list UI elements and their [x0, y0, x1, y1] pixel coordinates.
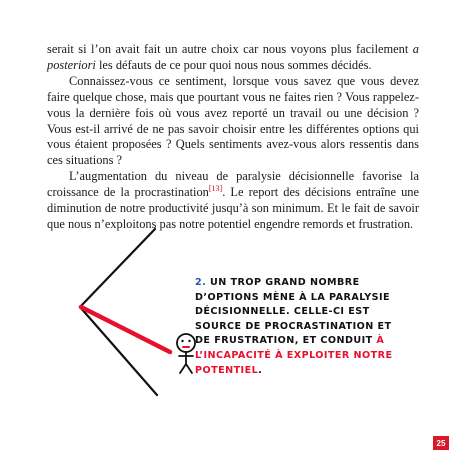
- paragraph-3: L’augmentation du niveau de paralysie décisionnelle favorise la croissance de la procrastination[13]. Le report des décisions entraîne une diminution de notre productivité jusqu’à son minimum. Et le fait de savoir que nous n’exploitons pas notre potentiel engendre remords et frustration.: [47, 169, 419, 231]
- red-path-line: [81, 307, 170, 352]
- reference-link[interactable]: [13]: [208, 184, 223, 194]
- caption-highlight: À L’INCAPACITÉ À EXPLOITER NOTRE POTENTIEL: [195, 335, 393, 376]
- option-line-lower: [80, 307, 157, 395]
- page-number-badge: 25: [433, 436, 449, 450]
- option-line-upper: [80, 229, 155, 307]
- illustration-caption: 2. UN TROP GRAND NOMBRE D’OPTIONS MÈNE À LA PARALYSIE DÉCISIONNELLE. CELLE-CI EST SOURCE DE PROCRASTINATION ET DE FRUSTRATION, ET CONDUIT À L’INCAPACITÉ À EXPLOITER NOTRE POTENTIEL.: [195, 277, 393, 376]
- paragraph-1: serait si l’on avait fait un autre choix car nous voyons plus facilement a posteriori les défauts de ce pour quoi nous nous sommes décidés.: [47, 42, 419, 72]
- paragraph-2: Connaissez-vous ce sentiment, lorsque vous savez que vous devez faire quelque chose, mais que pourtant vous ne faites rien ? Vous rappelez-vous la dernière fois où vous avez reporté un travail ou une décision ? Vous est-il arrivé de ne pas savoir choisir entre les différentes options qui vous étaient proposées ? Quels sentiments avez-vous alors ressentis dans ces situations ?: [47, 73, 419, 168]
- caption-number: 2.: [195, 277, 207, 288]
- italic-phrase: a posteriori: [47, 42, 419, 72]
- stick-figure: [177, 334, 195, 373]
